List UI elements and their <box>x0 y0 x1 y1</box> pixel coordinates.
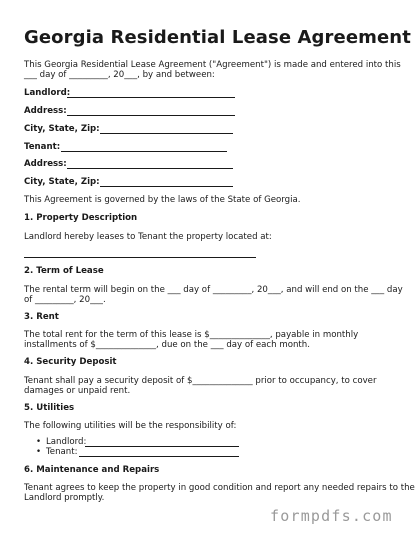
section-property-heading: 1. Property Description <box>24 213 138 223</box>
intro-line-2: ___ day of _________, 20___, by and between: <box>24 70 215 80</box>
section-maintenance-line-2: Landlord promptly. <box>24 493 105 503</box>
landlord-city-line <box>100 133 233 134</box>
landlord-label: Landlord: <box>24 88 71 98</box>
utilities-tenant-item <box>36 447 78 458</box>
section-rent-line-2: installments of $______________, due on the ___ day of each month. <box>24 340 310 350</box>
landlord-address-label: Address: <box>24 106 67 116</box>
document-title: Georgia Residential Lease Agreement <box>24 27 411 48</box>
section-rent-line-1: The total rent for the term of this lease is $______________, payable in monthly <box>24 330 359 340</box>
section-utilities-body: The following utilities will be the responsibility of: <box>24 421 237 431</box>
section-maintenance-line-1: Tenant agrees to keep the property in good condition and report any needed repairs to the <box>24 483 415 493</box>
bullet-icon: • <box>36 447 42 457</box>
utilities-tenant-line <box>79 456 239 457</box>
governing-law-text: This Agreement is governed by the laws of the State of Georgia. <box>24 195 301 205</box>
section-term-heading: 2. Term of Lease <box>24 266 104 276</box>
section-deposit-line-2: damages or unpaid rent. <box>24 386 131 396</box>
tenant-line <box>61 151 227 152</box>
utilities-landlord-label: Landlord: <box>46 437 87 447</box>
utilities-landlord-line <box>85 446 239 447</box>
bullet-icon: • <box>36 437 42 447</box>
section-term-line-1: The rental term will begin on the ___ day of _________, 20___, and will end on the ___ day <box>24 285 403 295</box>
watermark: formpdfs.com <box>270 507 393 525</box>
landlord-line <box>67 97 235 98</box>
landlord-city-label: City, State, Zip: <box>24 124 100 134</box>
tenant-label: Tenant: <box>24 142 61 152</box>
landlord-address-line <box>67 115 235 116</box>
tenant-city-label: City, State, Zip: <box>24 177 100 187</box>
tenant-address-line <box>67 168 233 169</box>
section-rent-heading: 3. Rent <box>24 312 59 322</box>
section-deposit-heading: 4. Security Deposit <box>24 357 117 367</box>
section-deposit-line-1: Tenant shall pay a security deposit of $______________ prior to occupancy, to cover <box>24 376 377 386</box>
section-maintenance-heading: 6. Maintenance and Repairs <box>24 465 160 475</box>
tenant-city-line <box>100 186 233 187</box>
intro-line-1: This Georgia Residential Lease Agreement ("Agreement") is made and entered into this <box>24 60 401 70</box>
property-address-line <box>24 257 256 258</box>
utilities-tenant-label: Tenant: <box>46 447 78 457</box>
tenant-address-label: Address: <box>24 159 67 169</box>
section-utilities-heading: 5. Utilities <box>24 403 75 413</box>
section-term-line-2: of _________, 20___. <box>24 295 106 305</box>
section-property-body: Landlord hereby leases to Tenant the property located at: <box>24 232 272 242</box>
